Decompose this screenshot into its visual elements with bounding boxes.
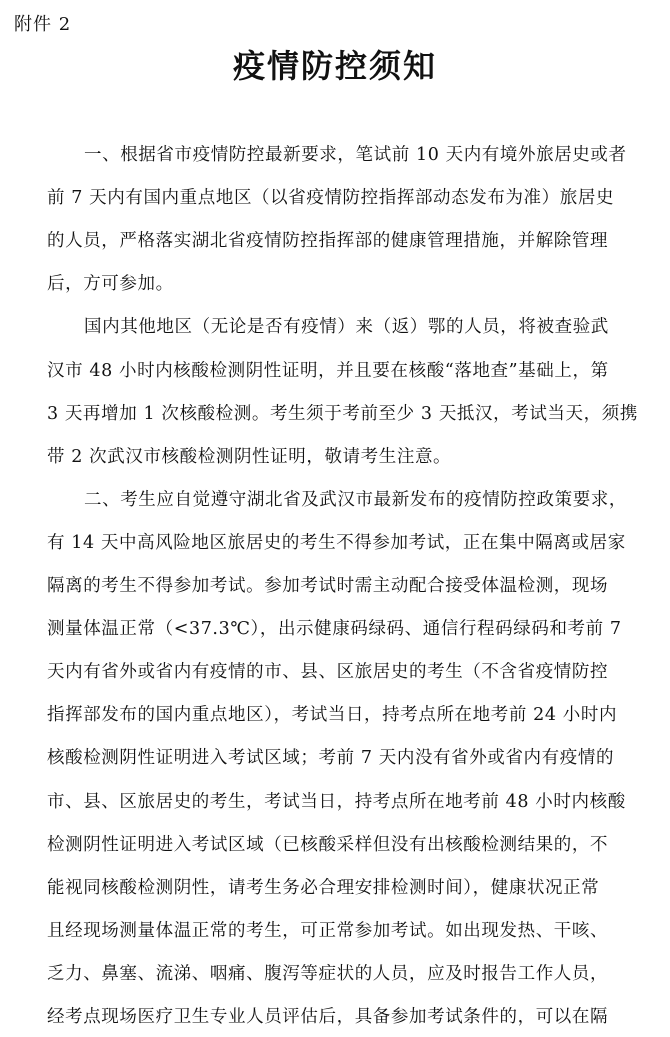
attachment-label: 附件 2: [14, 14, 72, 35]
body-text-line: 天内有省外或省内有疫情的市、县、区旅居史的考生（不含省疫情防控: [47, 662, 609, 683]
body-text-line: 有 14 天中高风险地区旅居史的考生不得参加考试，正在集中隔离或居家: [47, 532, 626, 553]
body-text-line: 的人员，严格落实湖北省疫情防控指挥部的健康管理措施，并解除管理: [47, 231, 609, 252]
body-text-line: 且经现场测量体温正常的考生，可正常参加考试。如出现发热、干咳、: [47, 920, 609, 941]
body-text-line: 市、县、区旅居史的考生，考试当日，持考点所在地考前 48 小时内核酸: [47, 791, 626, 812]
body-text-line: 测量体温正常（<37.3℃），出示健康码绿码、通信行程码绿码和考前 7: [47, 619, 622, 640]
body-text-line: 一、根据省市疫情防控最新要求，笔试前 10 天内有境外旅居史或者: [84, 145, 627, 165]
body-text-line: 二、考生应自觉遵守湖北省及武汉市最新发布的疫情防控政策要求，: [84, 489, 627, 510]
body-text-line: 前 7 天内有国内重点地区（以省疫情防控指挥部动态发布为准）旅居史: [47, 188, 615, 209]
body-text-line: 乏力、鼻塞、流涕、咽痛、腹泻等症状的人员，应及时报告工作人员，: [47, 963, 609, 984]
body-text-line: 经考点现场医疗卫生专业人员评估后，具备参加考试条件的，可以在隔: [47, 1007, 609, 1027]
body-text-line: 隔离的考生不得参加考试。参加考试时需主动配合接受体温检测，现场: [47, 576, 609, 596]
body-text-line: 指挥部发布的国内重点地区），考试当日，持考点所在地考前 24 小时内: [47, 705, 618, 726]
body-text-line: 能视同核酸检测阴性，请考生务必合理安排检测时间），健康状况正常: [47, 877, 600, 898]
document-title: 疫情防控须知: [232, 47, 437, 85]
body-text-line: 国内其他地区（无论是否有疫情）来（返）鄂的人员，将被查验武: [84, 317, 609, 338]
body-text-line: 后，方可参加。: [47, 274, 174, 295]
body-text-line: 3 天再增加 1 次核酸检测。考生须于考前至少 3 天抵汉，考试当天，须携: [47, 403, 638, 424]
body-text-line: 检测阴性证明进入考试区域（已核酸采样但没有出核酸检测结果的，不: [47, 834, 609, 855]
body-text-line: 核酸检测阴性证明进入考试区域；考前 7 天内没有省外或省内有疫情的: [47, 748, 615, 769]
body-text-line: 汉市 48 小时内核酸检测阴性证明，并且要在核酸“落地查”基础上，第: [47, 360, 609, 381]
body-text-line: 带 2 次武汉市核酸检测阴性证明，敬请考生注意。: [47, 446, 452, 467]
